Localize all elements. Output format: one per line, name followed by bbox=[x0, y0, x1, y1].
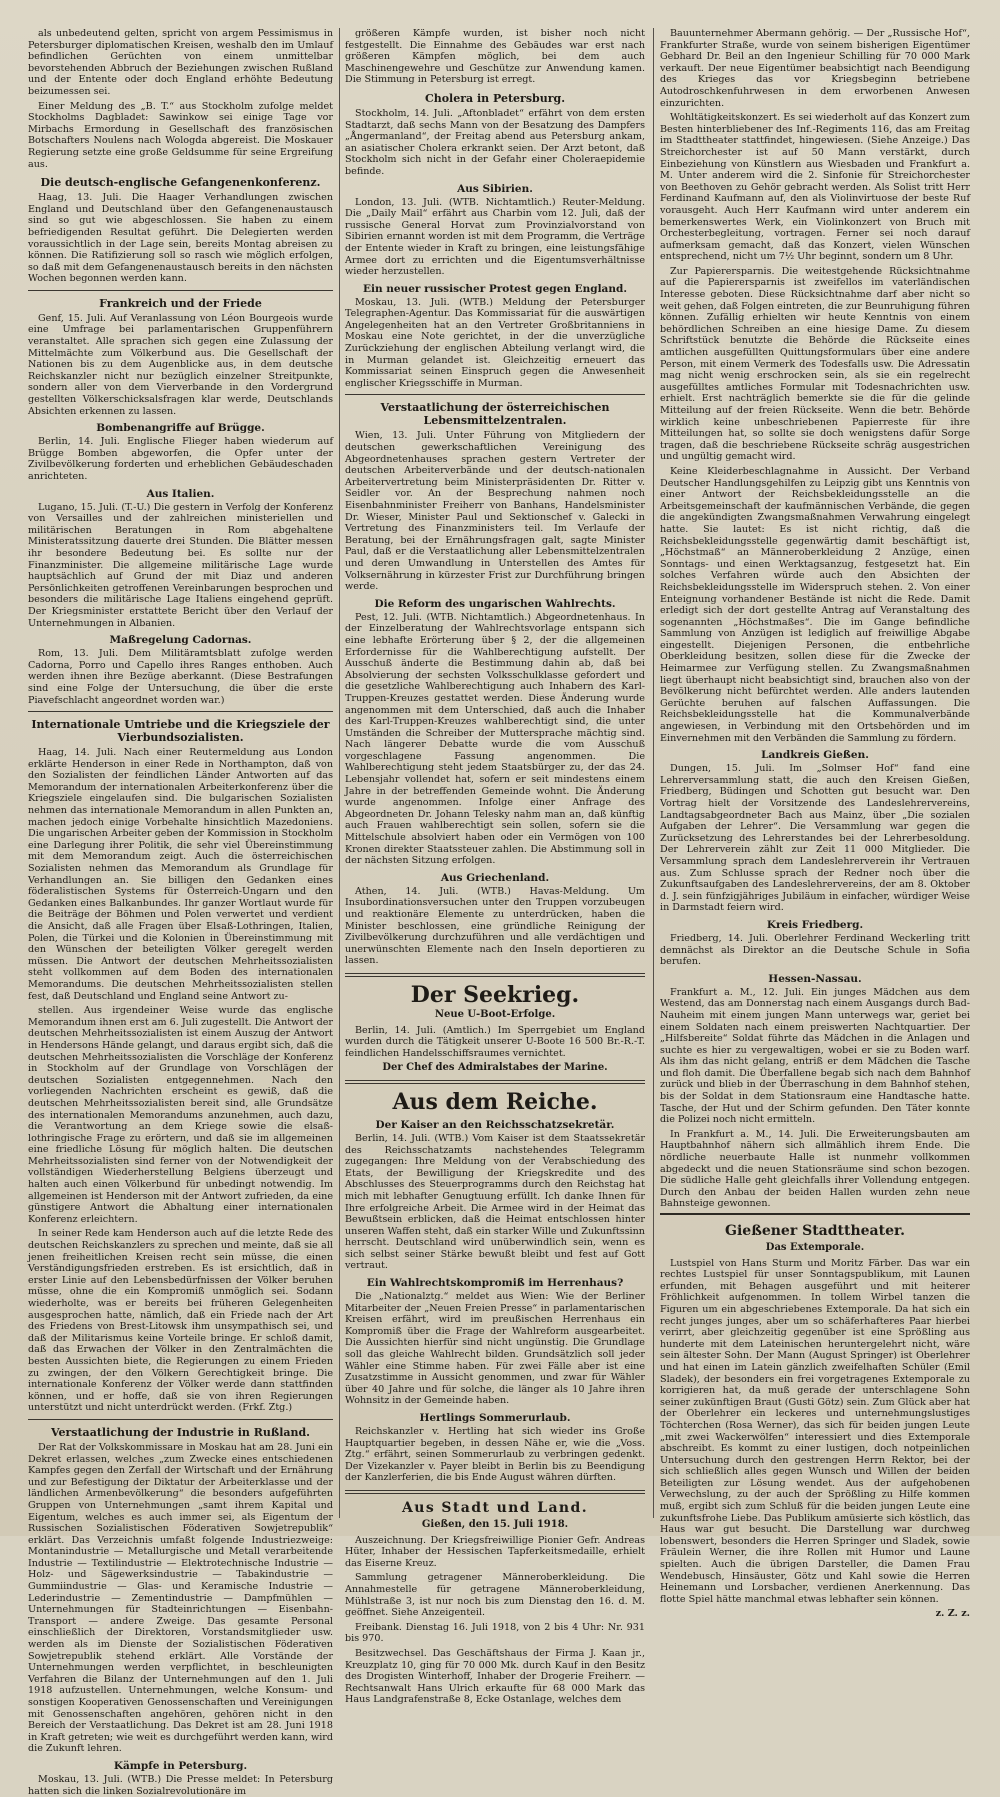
article-paragraph: Friedberg, 14. Juli. Oberlehrer Ferdinand Weckerling tritt demnächst als Direktor an die Deutsche Schule in Sofia berufen. bbox=[660, 932, 970, 968]
article-headline: Internationale Umtriebe und die Kriegsziele der Vierbundsozialisten. bbox=[31, 718, 330, 745]
article-paragraph: Berlin, 14. Juli. Englische Flieger haben wiederum auf Brügge Bomben abgeworfen, die Opfer unter der Zivilbevölkerung forderten und erheblichen Gebäudeschaden anrichteten. bbox=[28, 436, 333, 482]
dateline: Gießen, den 15. Juli 1918. bbox=[421, 1518, 569, 1530]
section-subheadline: Neue U-Boot-Erfolge. bbox=[434, 1008, 556, 1020]
double-rule bbox=[345, 1490, 645, 1494]
article-headline: Die Reform des ungarischen Wahlrechts. bbox=[374, 597, 616, 610]
article-paragraph: als unbedeutend gelten, spricht von argem Pessimismus in Petersburger diplomatischen Kreisen, weshalb den im Umlauf befindlichen Gerüchten von einem unmittelbar bevorstehenden Abbruch der Beziehungen zwischen Rußland und der Entente oder doch England erhöhte Bedeutung beizumessen sei. bbox=[28, 28, 333, 97]
article-headline: Der Kaiser an den Reichsschatzsekretär. bbox=[375, 1118, 615, 1131]
double-rule bbox=[345, 973, 645, 977]
article-paragraph: größeren Kämpfe wurden, ist bisher noch nicht festgestellt. Die Einnahme des Gebäudes war erst nach größeren Kämpfen möglich, bei dem auch Maschinengewehre und Geschütze zur Anwendung kamen. Die Stimmung in Petersburg ist erregt. bbox=[345, 28, 645, 86]
article-paragraph: Auszeichnung. Der Kriegsfreiwillige Pionier Gefr. Andreas Hüter, Inhaber der Hessischen Tapferkeitsmedaille, erhielt das Eiserne Kreuz. bbox=[345, 1534, 645, 1569]
article-paragraph: Pest, 12. Juli. (WTB. Nichtamtlich.) Abgeordnetenhaus. In der Einzelberatung der Wahlrechtsvorlage entspann sich eine lebhafte Erörterung über § 2, der die allgemeinen Erfordernisse für die Wahlberechtigung aufstellt. Der Ausschuß änderte die Bestimmung dahin ab, daß bei Absolvierung der sechsten Volksschulklasse gefordert und die gesetzliche Wahlberechtigung auch Inhabern des Karl-Truppen-Kreuzes gestattet werden. Diese Änderung wurde angenommen mit dem Unterschied, daß auch die Inhaber des Karl-Truppen-Kreuzes wahlberechtigt sind, die unter Umständen die Schreiber der Muttersprache mächtig sind. Nach längerer Debatte wurde die vom Ausschuß vorgeschlagene Fassung angenommen. Die Wahlberechtigung steht jedem Staatsbürger zu, der das 24. Lebensjahr vollendet hat, sofern er seit mindestens einem Jahre in der betreffenden Gemeinde wohnt. Die Änderung wurde angenommen. Infolge einer Anfrage des Abgeordneten Dr. Johann Telesky nahm man an, daß künftig auch Frauen wahlberechtigt sein sollen, sofern sie die Mittelschule absolviert haben oder ein Vermögen von 100 Kronen direkter Staatssteuer zahlen. Die Abstimmung soll in der nächsten Sitzung erfolgen. bbox=[345, 611, 645, 867]
article-headline: Maßregelung Cadornas. bbox=[109, 634, 252, 647]
article-headline: Ein Wahlrechtskompromiß im Herrenhaus? bbox=[366, 1277, 624, 1290]
theater-review-box bbox=[660, 1213, 970, 1620]
article-paragraph: Keine Kleiderbeschlagnahme in Aussicht. Der Verband Deutscher Handlungsgehilfen zu Leipzig gibt uns Kenntnis von einer Antwort der Reichsbekleidungsstelle an die Arbeitsgemeinschaft der kaufmännischen Verbände, die gegen die angekündigten Zwangsmaßnahmen Verwahrung eingelegt hatte. Sie lautet: Es ist nicht richtig, daß die Reichsbekleidungsstelle gegenwärtig damit beschäftigt ist, „Höchstmaß“ an Männeroberkleidung 2 Anzüge, einen Sonntags- und einen Werktagsanzug, festgesetzt hat. Ein solches Verfahren würde auch den Absichten der Reichsbekleidungsstelle im Widerspruch stehen. 2. Von einer Enteignung vorhandener Bestände ist nicht die Rede. Damit erledigt sich der dort gestellte Antrag auf Veranstaltung des sogenannten „Höchstmaßes“. Die im Gange befindliche Sammlung von Anzügen ist lediglich auf freiwillige Abgabe eingestellt. Diejenigen Personen, die entbehrliche Oberkleidung besitzen, sollen diese für die Zwecke der Heimarmee zur Verfügung stellen. Zu Zwangsmaßnahmen liegt überhaupt nicht beabsichtigt sind, brauchen also von der Bevölkerung nicht befürchtet werden. Alle anders lautenden Gerüchte beruhen auf falschen Auffassungen. Die Reichsbekleidungsstelle hat die Kommunalverbände angewiesen, in Verbindung mit den Ortsbehörden und im Einvernehmen mit den Verbänden die Sammlung zu fördern. bbox=[660, 465, 970, 744]
column-1 bbox=[28, 28, 333, 1797]
column-rule bbox=[653, 28, 654, 1518]
section-headline-reich: Aus dem Reiche. bbox=[392, 1088, 598, 1115]
column-2 bbox=[345, 28, 645, 1706]
article-paragraph: Sammlung getragener Männeroberkleidung. Die Annahmestelle für getragene Männeroberkleidung, Mühlstraße 3, ist nur noch bis zum Dienstag den 16. d. M. geöffnet. Siehe Anzeigenteil. bbox=[345, 1572, 645, 1619]
article-headline: Frankreich und der Friede bbox=[99, 296, 262, 310]
article-paragraph: Lugano, 15. Juli. (T.-U.) Die gestern in Verfolg der Konferenz von Versailles und der zahlreichen ministeriellen und militärischen Beratungen in Rom abgehaltene Ministeratssitzung dauerte drei Stunden. Die Blätter messen ihr besondere Bedeutung bei. Es sollte nur der Finanzminister. Die allgemeine militärische Lage wurde hauptsächlich auf Grund der mit Diaz und anderen Persönlichkeiten getroffenen Vereinbarungen besprochen und besonders die militärische Lage Italiens eingehend geprüft. Der Kriegsminister erstattete Bericht über den Verlauf der Unternehmungen in Albanien. bbox=[28, 501, 333, 629]
article-paragraph: Der Rat der Volkskommissare in Moskau hat am 28. Juni ein Dekret erlassen, welches „zum Zwecke eines entschiedenen Kampfes gegen den Zerfall der Wirtschaft und der Ernährung und zur Befestigung der Diktatur der Arbeiterklasse und der ländlichen Armenbevölkerung“ die besonders aufgeführten Gruppen von Unternehmungen „samt ihrem Kapital und Eigentum, welches es auch immer sei, als Eigentum der Russischen Sozialistischen Föderativen Sowjetrepublik“ erklärt. Das Verzeichnis umfaßt folgende Industriezweige: Montanindustrie — Metallurgische und Metall verarbeitende Industrie — Textilindustrie — Elektrotechnische Industrie — Holz- und Sägewerksindustrie — Tabakindustrie — Gummiindustrie — Glas- und Keramische Industrie — Lederindustrie — Zementindustrie — Dampfmühlen — Unternehmungen für Stadteinrichtungen — Eisenbahn-Transport — andere Zweige. Das gesamte Personal einschließlich der Direktoren, Vorstandsmitglieder usw. werden als im Dienste der Sozialistischen Föderativen Sowjetrepublik stehend erklärt. Alle Vorstände der Unternehmungen werden verpflichtet, in beschleunigten Verfahren die Bilanz der Unternehmungen auf den 1. Juli 1918 aufzustellen. Unternehmungen, welche Konsum- und sonstigen Kooperativen Genossenschaften und Vereinigungen mit Genossenschaften angehören, gehören nicht in den Bereich der Verstaatlichung. Das Dekret ist am 28. Juni 1918 in Kraft getreten; wie weit es durchgeführt werden kann, wird die Zukunft lehren. bbox=[28, 1441, 333, 1755]
signature-line: Der Chef des Admiralstabes der Marine. bbox=[382, 1062, 608, 1074]
article-headline: Die deutsch-englische Gefangenenkonferenz. bbox=[40, 176, 321, 190]
divider bbox=[28, 1419, 333, 1420]
article-paragraph: Moskau, 13. Juli. (WTB.) Die Presse meldet: In Petersburg hatten sich die linken Sozialrevolutionäre im bbox=[28, 1773, 333, 1797]
divider bbox=[345, 394, 645, 395]
article-headline: Aus Griechenland. bbox=[440, 871, 550, 884]
article-paragraph: London, 13. Juli. (WTB. Nichtamtlich.) Reuter-Meldung. Die „Daily Mail“ erfährt aus Charbin vom 12. Juli, daß der russische General Horvat zum Provinzialvorstand von Sibirien ernannt worden ist mit dem Programm, die Verträge der Entente wieder in Kraft zu bringen, eine leistungsfähige Armee dort zu errichten und die Eigentumsverhältnisse wieder herzustellen. bbox=[345, 196, 645, 278]
article-headline: Kämpfe in Petersburg. bbox=[113, 1759, 248, 1772]
article-headline: Cholera in Petersburg. bbox=[424, 91, 566, 105]
article-paragraph: Haag, 13. Juli. Die Haager Verhandlungen zwischen England und Deutschland über den Gefangenenaustausch sind so gut wie abgeschlossen. Sie haben zu einem befriedigenden Resultat geführt. Die Delegierten werden voraussichtlich in der Lage sein, bereits Montag abreisen zu können. Die Ratifizierung soll so rasch wie möglich erfolgen, so daß mit dem Gefangenenaustausch bereits in den nächsten Wochen begonnen werden kann. bbox=[28, 192, 333, 285]
article-paragraph: Rom, 13. Juli. Dem Militäramtsblatt zufolge werden Cadorna, Porro und Capello ihres Ranges enthoben. Auch werden ihnen ihre Bezüge aberkannt. (Diese Bestrafungen sind eine Folge der Untersuchung, die über die erste Piavefschlacht angeordnet worden war.) bbox=[28, 648, 333, 706]
section-headline-stadt-und-land: Aus Stadt und Land. bbox=[402, 1499, 588, 1516]
article-paragraph: Besitzwechsel. Das Geschäftshaus der Firma J. Kaan jr., Kreuzplatz 10, ging für 70 000 Mk. durch Kauf in den Besitz des Drogisten Winterhoff, Inhaber der Drogerie Freiherr. — Rechtsanwalt Hans Ulrich erkaufte für 68 000 Mark das Haus Landgrafenstraße 8, Ecke Ostanlage, welches dem bbox=[345, 1647, 645, 1706]
article-headline: Hessen-Nassau. bbox=[768, 972, 862, 985]
article-paragraph: Einer Meldung des „B. T.“ aus Stockholm zufolge meldet Stockholms Dagbladet: Sawinkow sei einige Tage vor Mirbachs Ermordung in Gesellschaft des französischen Botschafters Noulens nach Wologda abgereist. Die Moskauer Regierung setzte eine große Geldsumme für seine Ergreifung aus. bbox=[28, 100, 333, 170]
article-headline: Verstaatlichung der österreichischen Lebensmittelzentralen. bbox=[380, 401, 610, 428]
article-headline: Hertlings Sommerurlaub. bbox=[419, 1412, 571, 1424]
article-headline: Aus Sibirien. bbox=[457, 182, 533, 195]
article-headline: Kreis Friedberg. bbox=[766, 918, 864, 931]
article-headline: Landkreis Gießen. bbox=[761, 749, 869, 762]
play-title: Das Extemporale. bbox=[765, 1242, 865, 1253]
article-paragraph: Genf, 15. Juli. Auf Veranlassung von Léon Bourgeois wurde eine Umfrage bei parlamentarischen Gruppenführern veranstaltet. Alle sprachen sich gegen eine Zulassung der Mittelmächte zum Völkerbund aus. Die Gesellschaft der Nationen bis zu dem Augenblicke aus, in dem deutsche Reichskanzler nicht nur bezüglich einzelner Streitpunkte, sondern aller von dem Vierverbande in den Vordergrund gestellten Völkerschicksalsfragen klar werde, Deutschlands Absichten erkennen zu lassen. bbox=[28, 312, 333, 417]
article-headline: Verstaatlichung der Industrie in Rußland. bbox=[50, 1425, 311, 1439]
article-paragraph: Athen, 14. Juli. (WTB.) Havas-Meldung. Um Insubordinationsversuchen unter den Truppen vorzubeugen und reaktionäre Elemente zu unterdrücken, haben die Minister beschlossen, eine gründliche Reinigung der Zivilbevölkerung durchzuführen und alle verdächtigen und unerwünschten Elemente nach den Inseln deportieren zu lassen. bbox=[345, 885, 645, 967]
article-paragraph: Moskau, 13. Juli. (WTB.) Meldung der Petersburger Telegraphen-Agentur. Das Kommissariat für die auswärtigen Angelegenheiten hat an den Vertreter Großbritanniens in Moskau eine Note gerichtet, in der die unverzügliche Zurückziehung der englischen Abteilung verlangt wird, die in Murman gelandet ist. Gleichzeitig erneuert das Kommissariat seinen Einspruch gegen die Anwesenheit englischer Kriegsschiffe in Murman. bbox=[345, 296, 645, 389]
article-paragraph: Berlin, 14. Juli. (WTB.) Vom Kaiser ist dem Staatssekretär des Reichsschatzamts nachstehendes Telegramm zugegangen: Ihre Meldung von der Verabschiedung des Etats, der Bewilligung der Kriegskredite und des Abschlusses des Steuerprogramms durch den Reichstag hat mich mit lebhafter Genugtuung erfüllt. Ich danke Ihnen für Ihre erfolgreiche Arbeit. Die Armee wird in der Heimat das Bewußtsein erblicken, daß die Heimat entschlossen hinter unseren Waffen steht, daß ein starker Wille und Zukunftssinn herrscht. Deutschland wird unüberwindlich sein, wenn es sich selbst seiner Stärke bewußt bleibt und fest auf Gott vertraut. bbox=[345, 1132, 645, 1272]
article-paragraph: Bauunternehmer Abermann gehörig. — Der „Russische Hof“, Frankfurter Straße, wurde von seinem bisherigen Eigentümer Gebhard Dr. Beil an den Ingenieur Schilling für 70 000 Mark verkauft. Der neue Eigentümer beabsichtigt nach Beendigung des Krieges das vor Kriegsbeginn betriebene Autodroschkenfuhrwesen in dem erworbenen Anwesen einzurichten. bbox=[660, 28, 970, 109]
section-headline-theater: Gießener Stadttheater. bbox=[725, 1223, 905, 1239]
double-rule bbox=[345, 1080, 645, 1084]
article-paragraph: Wohltätigkeitskonzert. Es sei wiederholt auf das Konzert zum Besten hinterbliebener des Inf.-Regiments 116, das am Freitag im Stadttheater stattfindet, hingewiesen. (Siehe Anzeige.) Das Streichorchester ist auf 50 Mann verstärkt, durch Einbeziehung von Künstlern aus Wiesbaden und Frankfurt a. M. Unter anderem wird die 2. Sinfonie für Streichorchester von Beethoven zu Gehör gebracht werden. Als Solist tritt Herr Ferdinand Kaufmann auf, den als Violinvirtuose der beste Ruf vorausgeht. Auch Herr Kaufmann wird unter anderem ein bemerkenswertes Werk, ein Violinkonzert von Bruch mit Orchesterbegleitung, vortragen. Ferner sei noch darauf aufmerksam gemacht, daß das Konzert, vielen Wünschen entsprechend, nicht um 7½ Uhr beginnt, sondern um 8 Uhr. bbox=[660, 112, 970, 263]
article-paragraph: Dungen, 15. Juli. Im „Solmser Hof“ fand eine Lehrerversammlung statt, die auch den Kreisen Gießen, Friedberg, Büdingen und Schotten gut besucht war. Den Vortrag hielt der Vorsitzende des Landeslehrervereins, Landtagsabgeordneter Bach aus Mainz, über „Die sozialen Aufgaben der Lehrer“. Die Versammlung war gegen die Zurücksetzung des Lehrerstandes bei der Lehrerbesoldung. Der Lehrerverein zählt zur Zeit 11 000 Mitglieder. Die Versammlung sprach dem Landeslehrerverein ihr Vertrauen aus. Zum Schlusse sprach der Redner noch über die Zukunftsaufgaben des Landeslehrervereins, der am 8. Oktober d. J. sein fünfzigjähriges Jubiläum in einfacher, würdiger Weise in Darmstadt feiern wird. bbox=[660, 763, 970, 914]
article-headline: Aus Italien. bbox=[146, 487, 215, 500]
article-paragraph: Zur Papierersparnis. Die weitestgehende Rücksichtnahme auf die Papierersparnis ist zweifellos im vaterländischen Interesse geboten. Diese Rücksichtnahme darf aber nicht so weit gehen, daß Folgen eintreten, die zur Beunruhigung führen können. Zufällig erhielten wir heute Kenntnis von einem behördlichen Schreiben an eine hiesige Dame. Zu diesem Schriftstück benutzte die Behörde die Rückseite eines amtlichen ausgefüllten Quittungsformulars über eine andere Person, mit einem Vermerk des Todesfalls usw. Die Adressatin mag nicht wenig erschrocken sein, als sie ein regelrecht ausgefülltes amtliches Formular mit Todesnachrichten usw. erhielt. Erst nachträglich bemerkte sie die für die gelinde Mitteilung auf der freien Rückseite. Wenn die betr. Behörde wirklich keine unbeschriebenen Papierreste für ihre Mitteilungen hat, so sollte sie doch wenigstens dafür Sorge tragen, daß die beschriebene Rückseite schräg ausgestrichen und ungültig gemacht wird. bbox=[660, 265, 970, 463]
article-paragraph: Frankfurt a. M., 12. Juli. Ein junges Mädchen aus dem Westend, das am Donnerstag nach einem Ausgangs durch Bad-Nauheim mit einem jungen Mann unterwegs war, geriet bei einem Soldaten nach einem preiswerten Nachtquartier. Der „Hilfsbereite“ Soldat führte das Mädchen in die Anlagen und suchte es hier zu vergewaltigen, wobei er sie zu Boden warf. Als ihm das nicht gelang, entriß er dem Mädchen die Tasche und floh damit. Die Überfallene begab sich nach dem Bahnhof zurück und blieb in der Überraschung in dem Bahnhof stehen, bis der Soldat in dem Stationsraum eine Handtasche hatte. Tasche, der Hut und der Schirm gefunden. Den Täter konnte die Polizei noch nicht ermitteln. bbox=[660, 986, 970, 1126]
article-paragraph: Die „Nationalztg.“ meldet aus Wien: Wie der Berliner Mitarbeiter der „Neuen Freien Presse“ in parlamentarischen Kreisen erfährt, wird im preußischen Herrenhaus ein Kompromiß über die Frage der Wahlreform ausgearbeitet. Die Aussichten hierfür sind nicht ungünstig. Die Grundlage soll das gleiche Wahlrecht bilden. Grundsätzlich soll jeder Wähler eine Stimme haben. Für zwei Fälle aber ist eine Zusatzstimme in Aussicht genommen, und zwar für Wähler über 40 Jahre und für solche, die länger als 10 Jahre ihren Wohnsitz in der Gemeinde haben. bbox=[345, 1291, 645, 1407]
article-paragraph: Freibank. Dienstag 16. Juli 1918, von 2 bis 4 Uhr: Nr. 931 bis 970. bbox=[345, 1621, 645, 1645]
article-paragraph: Stockholm, 14. Juli. „Aftonbladet“ erfährt von dem ersten Stadtarzt, daß sechs Mann von der Besatzung des Dampfers „Ångermanland“, der Freitag abend aus Petersburg ankam, an asiatischer Cholera erkrankt seien. Der Arzt betont, daß Stockholm sich nicht in der Gefahr einer Choleraepidemie befinde. bbox=[345, 107, 645, 177]
divider bbox=[28, 711, 333, 712]
article-paragraph: Lustspiel von Hans Sturm und Moritz Färber. Das war ein rechtes Lustspiel für unser Sonntagspublikum, mit Launen erfunden, mit Behagen ausgeführt und mit heiterer Fröhlichkeit aufgenommen. In tollem Wirbel tanzen die Figuren um ein abgeschriebenes Extemporale. Da hat sich ein recht junges junges, aber um so schäferhafteres Paar hierbei verirrt, aber gleichzeitig gegenüber ist eine Sprößling aus hunderte mit dem Lateinischen heruntergelehrt nicht, wäre sein ältester Sohn. Der Mann (August Springer) ist Oberlehrer und hat einen im Latein gänzlich zweifelhaften Schüler (Emil Sladek), der besonders ein frei vorgetragenes Extemporale zu korrigieren hat, da muß gerade der unterschlagene Sohn seiner zukünftigen Braut (Gusti Götz) sein. Zum Glück aber hat der Oberlehrer ein leckeres und unternehmungslustiges Töchterchen (Rosa Werner), das sich für beiden jungen Leute „mit zwei Wackerwölfen“ interessiert und dies Extemporale abschreibt. Es kommt zu einer lustigen, doch notpeinlichen Untersuchung durch den gestrengen Herrn Rektor, bei der sich schließlich alles gegen Wunsch und Willen der beiden Beteiligten zur Lösung wendet. Aus der aufgehobenen Verwechslung, zu der auch der Sprößling zu Hilfe kommen muß, ergibt sich zum Schluß für die beiden jungen Leute eine zukunftsfrohe Liebe. Das Publikum amüsierte sich köstlich, das Haus war gut besucht. Die Darstellung war durchweg lobenswert, besonders die Herren Springer und Sladek, sowie Fräulein Werner, die ihre Rollen mit Humor und Laune spielten. Auch die übrigen Darsteller, die Damen Frau Wendebusch, Hinsäuster, Götz und Kahl sowie die Herren Heinemann und Lorsbacher, verdienen Anerkennung. Das flotte Spiel hätte manchmal etwas lebhafter sein können. bbox=[660, 1257, 970, 1605]
section-headline-seekrieg: Der Seekrieg. bbox=[410, 981, 580, 1008]
article-headline: Bombenangriffe auf Brügge. bbox=[96, 422, 265, 435]
divider bbox=[28, 290, 333, 291]
article-paragraph: In Frankfurt a. M., 14. Juli. Die Erweiterungsbauten am Hauptbahnhof nähern sich allmählich ihrem Ende. Die nördliche neuerbaute Halle ist nunmehr vollkommen abgedeckt und die neuen Stationsräume sind schon bezogen. Die südliche Halle geht gleichfalls ihrer Vollendung entgegen. Durch den Anbau der beiden Hallen wurden zehn neue Bahnsteige gewonnen. bbox=[660, 1128, 970, 1210]
article-paragraph: Wien, 13. Juli. Unter Führung von Mitgliedern der deutschen gewerkschaftlichen Vereinigung des Abgeordnetenhauses sprachen gestern Vertreter der deutschen Arbeiterverbände und der deutsch-nationalen Arbeitervertretung beim Ministerpräsidenten Dr. Ritter v. Seidler vor. An der Besprechung nahmen noch Eisenbahnminister Freiherr von Banhans, Handelsminister Dr. Wieser, Minister Paul und Sektionschef v. Galecki in Vertretung des Finanzministers teil. Im Verlaufe der Beratung, bei der Ernährungsfragen galt, sagte Minister Paul, daß er die Verstaatlichung aller Lebensmittelzentralen und deren Umwandlung in Unterstellen des Amtes für Volksernährung in kürzester Frist zur Durchführung bringen werde. bbox=[345, 430, 645, 593]
column-rule bbox=[339, 28, 340, 1518]
article-paragraph: stellen. Aus irgendeiner Weise wurde das englische Memorandum ihnen erst am 6. Juli zugestellt. Die Antwort der deutschen Mehrheitssozialisten ist einem Auszug der Antwort in Hendersons Hände gelangt, und daraus ergibt sich, daß die deutschen Mehrheitssozialisten die Vorschläge der Konferenz in Stockholm auf der Grundlage von Vorschlägen der deutschen Sozialisten entgegennehmen. Nach den vorliegenden Nachrichten erscheint es gewiß, daß die deutschen Mehrheitssozialisten bereit sind, alle Grundsätze des internationalen Memorandums anzunehmen, auch dazu, die Verantwortung an dem Kriege sowie die elsaß-lothringische Frage zu erörtern, und daß sie im allgemeinen eine friedliche Lösung für möglich halten. Die deutschen Mehrheitssozialisten sind ferner von der Notwendigkeit der vollständigen Wiederherstellung Belgiens überzeugt und halten auch einen Völkerbund für unbedingt notwendig. Im allgemeinen ist Henderson mit der Antwort zufrieden, da eine günstigere Antwort die Abhaltung einer internationalen Konferenz erleichtern. bbox=[28, 1005, 333, 1225]
author-initials: z. Z. z. bbox=[935, 1608, 970, 1620]
article-paragraph: Berlin, 14. Juli. (Amtlich.) Im Sperrgebiet um England wurden durch die Tätigkeit unserer U-Boote 16 500 Br.-R.-T. feindlichen Handelsschiffsraumes vernichtet. bbox=[345, 1024, 645, 1059]
article-headline: Ein neuer russischer Protest gegen England. bbox=[363, 282, 627, 295]
article-paragraph: Haag, 14. Juli. Nach einer Reutermeldung aus London erklärte Henderson in einer Rede in Northampton, daß von den Sozialisten der feindlichen Länder Antworten auf das Memorandum der internationalen Arbeiterkonferenz über die Kriegsziele eingelaufen sind. Die bulgarischen Sozialisten nehmen das internationale Memorandum in allen Punkten an, machen jedoch einige Vorbehalte hinsichtlich Mazedoniens. Die ungarischen Arbeiter geben der Kommission in Stockholm eine Darlegung ihrer Politik, die sehr viel Übereinstimmung mit dem Memorandum zeigt. Auch die österreichischen Sozialisten nehmen das Memorandum als Grundlage für Verhandlungen an. Sie billigen den Gedanken eines föderalistischen Systems für Österreich-Ungarn und den Gedanken eines Balkanbundes. Ihr ganzer Wortlaut wurde für die Beiträge der Böhmen und Polen verwertet und verdient die Ansicht, daß alle Fragen über Elsaß-Lothringen, Italien, Polen, die Türkei und die Kolonien in Übereinstimmung mit den Wünschen der beteiligten Völker geregelt werden müssen. Die Antwort der deutschen Mehrheitssozialisten steht vollkommen auf dem Boden des internationalen Memorandums. Die deutschen Mehrheitssozialisten stellen fest, daß Deutschland und England seine Antwort zu- bbox=[28, 747, 333, 1002]
article-paragraph: In seiner Rede kam Henderson auch auf die letzte Rede des deutschen Reichskanzlers zu sprechen und meinte, daß sie all jenen freiheitlichen Kreisen recht sein müsse, die einen Verständigungsfrieden erstreben. Es ist ersichtlich, daß in erster Linie auf den Lebensbedürfnissen der Völker beruhen müsse, ohne die ein Kompromiß unmöglich sei. Sodann wiederholte, was er bereits bei früheren Gelegenheiten ausgesprochen hatte, nämlich, daß ein Friede nach der Art des Friedens von Brest-Litowsk ihm unsympathisch sei, und daß der Militarismus keine Vorteile bringe. Er schloß damit, daß das Erwachen der Völker in den Zentralmächten die besten Aussichten biete, die Regierungen zu einem Frieden zu zwingen, der den Völkern Gerechtigkeit bringe. Die internationale Konferenz der Völker werde dann stattfinden können, und er hoffe, daß sie von ihren Regierungen unterstützt und nicht unterdrückt werden. (Frkf. Ztg.) bbox=[28, 1228, 333, 1414]
article-paragraph: Reichskanzler v. Hertling hat sich wieder ins Große Hauptquartier begeben, in dessen Nähe er, wie die „Voss. Ztg.“ erfährt, seinen Sommerurlaub zu verbringen gedenkt. Der Vizekanzler v. Payer bleibt in Berlin bis zu Beendigung der Kanzlerferien, die bis Ende August währen dürften. bbox=[345, 1426, 645, 1484]
column-3 bbox=[660, 28, 970, 1620]
